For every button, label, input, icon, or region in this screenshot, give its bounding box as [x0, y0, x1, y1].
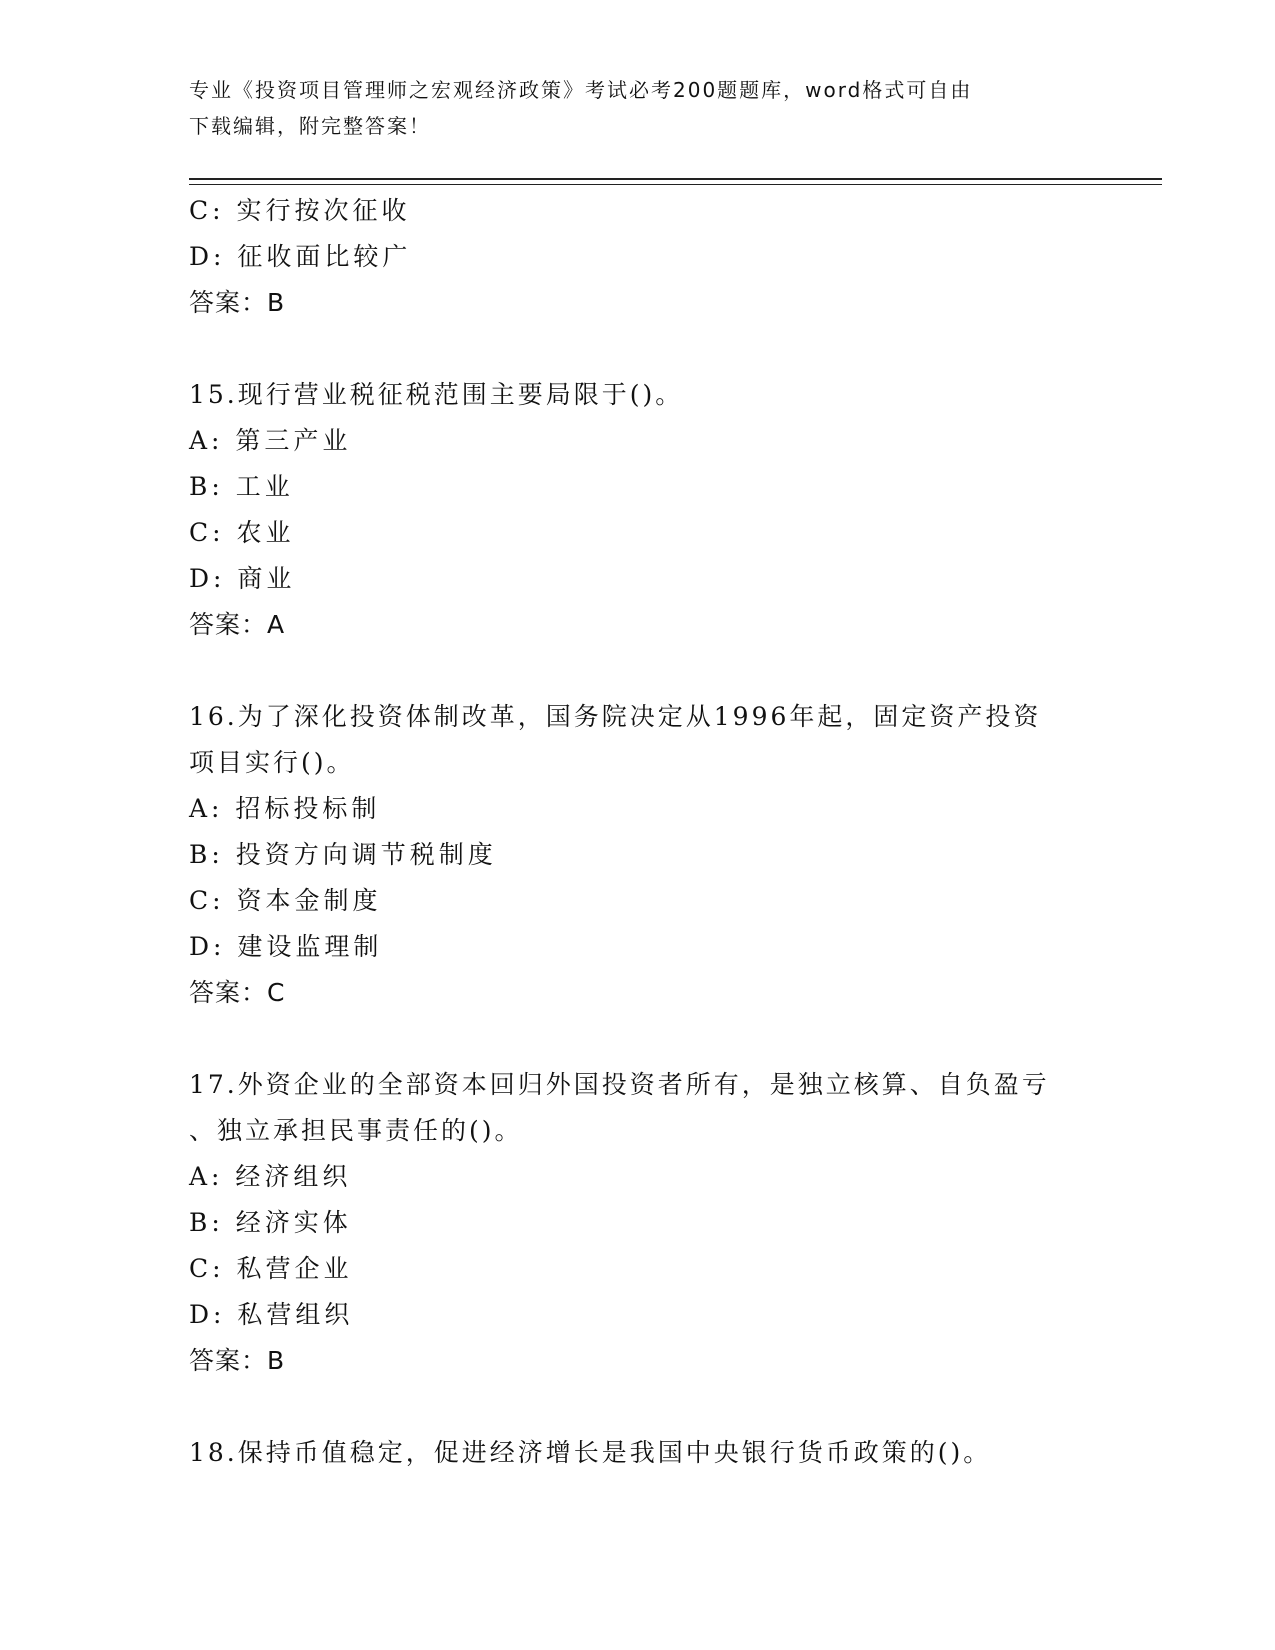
spacer: [189, 1016, 1089, 1062]
header-line-2: 下载编辑，附完整答案！: [189, 114, 431, 138]
option-d: D: 征收面比较广: [189, 242, 412, 271]
document-header: [189, 72, 1089, 144]
option-c: C: 农业: [189, 518, 295, 547]
question-text-line-2: 、独立承担民事责任的()。: [189, 1116, 523, 1145]
answer: 答案：B: [189, 1346, 286, 1375]
question-block-16: [189, 694, 1089, 1016]
option-c: C: 实行按次征收: [189, 196, 411, 225]
question-text-line-2: 项目实行()。: [189, 748, 355, 777]
option-a: A: 第三产业: [189, 426, 352, 455]
option-b: B: 经济实体: [189, 1208, 352, 1237]
header-divider-thick: [189, 178, 1162, 180]
option-b: B: 投资方向调节税制度: [189, 840, 497, 869]
header-divider-thin: [189, 184, 1162, 185]
option-c: C: 私营企业: [189, 1254, 353, 1283]
question-text: 18.保持币值稳定，促进经济增长是我国中央银行货币政策的()。: [189, 1438, 992, 1467]
spacer: [189, 326, 1089, 372]
option-a: A: 招标投标制: [189, 794, 381, 823]
question-text: 15.现行营业税征税范围主要局限于()。: [189, 380, 684, 409]
option-d: D: 商业: [189, 564, 296, 593]
question-block-18: [189, 1430, 1089, 1476]
option-d: D: 建设监理制: [189, 932, 383, 961]
header-line-1: 专业《投资项目管理师之宏观经济政策》考试必考200题题库，word格式可自由: [189, 78, 973, 102]
question-block-15: [189, 372, 1089, 648]
spacer: [189, 1384, 1089, 1430]
answer: 答案：A: [189, 610, 286, 639]
option-d: D: 私营组织: [189, 1300, 354, 1329]
option-c: C: 资本金制度: [189, 886, 382, 915]
option-a: A: 经济组织: [189, 1162, 352, 1191]
question-block-14: [189, 188, 1089, 326]
question-block-17: [189, 1062, 1089, 1384]
question-text-line-1: 16.为了深化投资体制改革，国务院决定从1996年起，固定资产投资: [189, 702, 1042, 731]
answer: 答案：C: [189, 978, 286, 1007]
question-text-line-1: 17.外资企业的全部资本回归外国投资者所有，是独立核算、自负盈亏: [189, 1070, 1050, 1099]
answer: 答案：B: [189, 288, 286, 317]
question-list: [189, 188, 1089, 1476]
option-b: B: 工业: [189, 472, 294, 501]
spacer: [189, 648, 1089, 694]
